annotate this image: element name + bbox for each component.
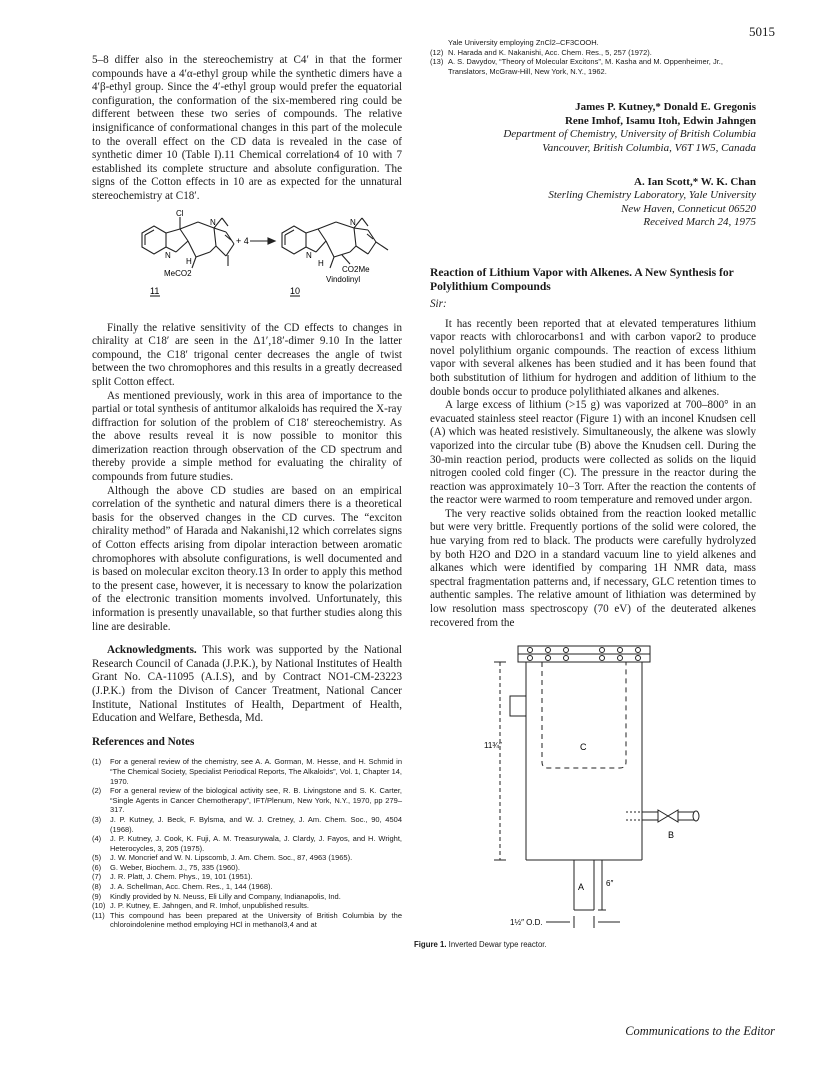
co2me-label: CO2Me xyxy=(342,264,370,274)
chemical-structure-figure xyxy=(92,208,402,312)
reactor-diagram xyxy=(430,638,756,934)
acknowledgments-text: This work was supported by the National Research Council of Canada (J.P.K.), by National Institutes of Health Grant No. CA-11095 (A.I.S), and by Contract NO1-CM-23223 (J.P.K.) from the Divison of Cancer Treatment, National Cancer Institute, National Institutes of Health, Department of Health, Education and Welfare, Bethesda, Md. xyxy=(92,644,402,725)
label-a: A xyxy=(578,882,585,893)
received-date: Received March 24, 1975 xyxy=(643,216,756,229)
nitrogen-label-left-b: N xyxy=(210,217,216,227)
author-block-1 xyxy=(430,100,756,128)
nitrogen-label-right: N xyxy=(306,250,312,260)
authors-line: Rene Imhof, Isamu Itoh, Edwin Jahngen xyxy=(564,115,756,127)
structure-drawing xyxy=(92,208,402,312)
reference-item: (5) J. W. Moncrief and W. N. Lipscomb, J. Am. Chem. Soc., 87, 4963 (1965). xyxy=(92,853,353,863)
reference-item: (4) J. P. Kutney, J. Cook, K. Fuji, A. M. Treasurywala, J. Clardy, J. Fayos, and H. Wright, Heterocycles, 3, 205 (1975). xyxy=(92,834,402,853)
od-label: 1½″ O.D. xyxy=(510,918,543,928)
reference-item: (1) For a general review of the chemistry, see A. A. Gorman, M. Hesse, and H. Schmid in “The Chemical Society, Specialist Periodical Reports, The Alkaloids”, Vol. 1, Chapter 14, 1970. xyxy=(92,757,402,786)
right-column xyxy=(414,100,756,952)
paragraph-3: Although the above CD studies are based on an empirical correlation of the synthetic and natural dimers there is a theoretical basis for the observed changes in the CD curves. The “exciton chirality method” of Harada and Nakanishi,12 which correlates signs of Cotton effects arising from dipolar interaction between aromatic chromophores with absolute configurations, is well documented and is based on molecular exciton theory.13 In order to apply this method to the present case, however, it is necessary to know the polarization of the electronic transition moments involved. Unfortunately, this information is presently unavailable, so that further studies along this line are desirable. xyxy=(92,484,402,633)
article-title: Reaction of Lithium Vapor with Alkenes. A New Synthesis for Polylithium Compounds xyxy=(430,265,734,293)
reference-item: (10) J. P. Kutney, E. Jahngen, and R. Imhof, unpublished results. xyxy=(92,901,310,911)
compound-10-label: 10 xyxy=(290,285,301,296)
figure-1 xyxy=(430,638,756,934)
paragraph-1: Finally the relative sensitivity of the CD effects to changes in chirality at C18′ are seen in the Δ1′,18′-dimer 9.10 In the latter compound, the C18′ trigonal center decreases the angle of twist between the two chromophores and this results in a greatly decreased split Cotton effect. xyxy=(92,321,402,388)
authors-line: A. Ian Scott,* W. K. Chan xyxy=(634,176,756,189)
nitrogen-label-right-b: N xyxy=(350,217,356,227)
journal-footer: Communications to the Editor xyxy=(625,1024,775,1038)
reference-item: (8) J. A. Schellman, Acc. Chem. Res., 1, 144 (1968). xyxy=(92,882,273,892)
authors-line: James P. Kutney,* Donald E. Gregonis xyxy=(575,101,756,113)
references-heading: References and Notes xyxy=(92,735,195,748)
affiliation-line: Sterling Chemistry Laboratory, Yale University xyxy=(548,189,756,202)
intro-paragraph: 5–8 differ also in the stereochemistry at C4′ in that the former compounds have a 4′α-ethyl group while the synthetic dimers have a 4′β-ethyl group. Since the 4′-ethyl group would prefer the equatorial configuration, the conformation of the six-membered ring could be different between these two series of compounds. The relative insignificance of conformational changes in this part of the molecule to the overall effect on the CD data is revealed in the case of synthetic dimer 10 (Table I).11 Chemical correlation4 of 10 with 7 established its complete structure and absolute configuration. The signs of the Cotton effects in 10 are as expected for the unnatural stereochemistry at C18′. xyxy=(92,54,402,202)
reference-item: (9) Kindly provided by N. Neuss, Eli Lilly and Company, Indianapolis, Ind. xyxy=(92,891,341,901)
left-column xyxy=(92,54,402,930)
plus-four-label: + 4 xyxy=(236,235,249,246)
reference-item: (6) G. Weber, Biochem. J., 75, 335 (1960). xyxy=(92,862,240,872)
compound-11-label: 11 xyxy=(150,285,160,296)
affiliation-block-2 xyxy=(430,189,756,230)
nitrogen-label-left: N xyxy=(165,250,171,260)
height-main-label: 11¾″ xyxy=(484,741,502,751)
label-c: C xyxy=(580,742,587,753)
reference-item: (7) J. R. Platt, J. Chem. Phys., 19, 101 (1951). xyxy=(92,872,253,882)
meco2-label: MeCO2 xyxy=(164,268,192,278)
reference-item: (11) This compound has been prepared at the University of British Columbia by the chloroindolenine method employing HCl in methanol3,4 and at xyxy=(92,910,402,930)
acknowledgments-paragraph xyxy=(92,644,402,726)
reference-item: (13) A. S. Davydov, “Theory of Molecular Excitons”, M. Kasha and M. Oppenheimer, Jr., Translators, McGraw-Hill, New York, N.Y., 1962. xyxy=(430,57,723,76)
paragraph-1: It has recently been reported that at elevated temperatures lithium vapor reacts with chlorocarbons1 and with carbon vapor2 to produce novel polylithium organic compounds. The reaction of excess lithium vapor with several alkenes has been studied and it has been found that both substitution of lithium for hydrogen and addition of lithium to the double bonds occur to produce polylithiated alkanes and alkenes. xyxy=(430,317,756,398)
references-list xyxy=(92,757,402,930)
hydrogen-label-right: H xyxy=(318,258,324,268)
affiliation-line: New Haven, Conneticut 06520 xyxy=(620,202,756,215)
hydrogen-label-left: H xyxy=(186,256,192,266)
paragraph-2: As mentioned previously, work in this area of importance to the partial or total synthesis of antitumor alkaloids has required the X-ray diffraction for solution of the problem of C18′ stereochemistry. As the above results reveal it is now possible to monitor this dimerization reaction through observation of the CD spectrum and thereby provide a simple method for evaluating the chirality of compounds from future studies. xyxy=(92,389,402,484)
height-tube-label: 6″ xyxy=(606,879,614,889)
figure-caption-label: Figure 1. xyxy=(414,940,447,950)
reference-item: (2) For a general review of the biological activity see, R. B. Livingstone and S. K. Carter, “Single Agents in Cancer Chemotherapy”, IFT/Plenum, New York, N.Y., 1970, pp 279–317. xyxy=(92,786,402,815)
author-block-2 xyxy=(430,175,756,189)
reference-item: Yale University employing ZnCl2–CF3COOH. xyxy=(448,38,599,47)
label-b: B xyxy=(668,830,675,841)
chlorine-label: Cl xyxy=(176,208,184,218)
affiliation-block-1 xyxy=(430,128,756,155)
reference-item: (12) N. Harada and K. Nakanishi, Acc. Chem. Res., 5, 257 (1972). xyxy=(430,47,652,57)
page-number: 5015 xyxy=(749,24,775,39)
figure-caption xyxy=(414,938,756,952)
paragraph-3: The very reactive solids obtained from the reaction looked metallic but were very brittle. Frequently portions of the solid were colored, the hue varying from red to black. The products were carefully hydrolyzed by both H2O and D2O in a standard vacuum line to yield alkenes and alkanes which were identified by comparing 1H NMR data, mass spectral fragmentation patterns and, if necessary, GLC retention times to authentic samples. The relative amount of lithiation was determined by low resolution mass spectroscopy (70 eV) of the deuterated alkenes recovered from the xyxy=(430,507,756,629)
salutation: Sir: xyxy=(430,297,447,310)
paragraph-2: A large excess of lithium (>15 g) was vaporized at 700–800° in an evacuated stainless steel reactor (Figure 1) with an inconel Knudsen cell (A) which was heated resistively. Simultaneously, the alkene was slowly vaporized into the circular tube (B) above the Knudsen cell. During the 30-min reaction period, products were collected as solids on the liquid nitrogen cooled cold finger (C). The pressure in the reactor during the reaction was approximately 10−3 Torr. After the reaction the contents of the reactor were warmed to room temperature and removed under argon. xyxy=(430,399,756,507)
references-continued xyxy=(430,38,760,76)
affiliation-line: Department of Chemistry, University of British Columbia xyxy=(503,128,756,140)
acknowledgments-label: Acknowledgments. xyxy=(107,644,197,657)
figure-caption-text: Inverted Dewar type reactor. xyxy=(448,940,547,950)
affiliation-line: Vancouver, British Columbia, V6T 1W5, Canada xyxy=(542,141,756,154)
reference-item: (3) J. P. Kutney, J. Beck, F. Bylsma, and W. J. Cretney, J. Am. Chem. Soc., 90, 4504 (1968). xyxy=(92,814,402,834)
vindolinyl-label: Vindolinyl xyxy=(326,274,361,284)
